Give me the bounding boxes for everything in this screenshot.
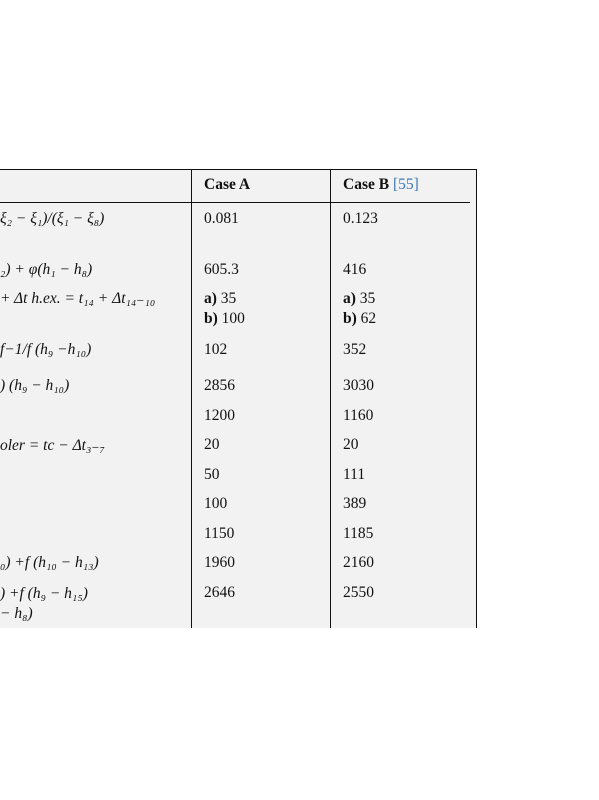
option-value: 35	[359, 290, 376, 307]
option-value: 35	[220, 290, 237, 307]
option-key: b)	[343, 310, 357, 327]
option-value: 100	[221, 310, 245, 327]
case-b-options	[343, 289, 376, 329]
column-header-case-b	[343, 176, 419, 194]
data-table	[0, 169, 477, 628]
option-key: a)	[204, 290, 217, 307]
case-a-value: 605.3	[204, 261, 239, 278]
formula-cell: + Δt h.ex. = t₁₄ + Δt₁₄₋₁₀	[0, 290, 156, 307]
case-a-value: 1150	[204, 525, 235, 542]
case-b-value: 111	[343, 466, 366, 483]
header-rule	[0, 202, 470, 203]
formula-cell	[0, 584, 188, 624]
case-a-value: 102	[204, 341, 228, 358]
formula-cell: f−1/f (h₉ −h₁₀)	[0, 341, 92, 358]
column-divider-b	[330, 170, 331, 628]
case-b-value: 416	[343, 261, 367, 278]
case-b-value: 2550	[343, 584, 374, 601]
formula-cell: ξ₂ − ξ₁)/(ξ₁ − ξ₈)	[0, 210, 105, 227]
formula-cell: ₀) +f (h₁₀ − h₁₃)	[0, 554, 99, 571]
column-divider-a	[191, 170, 192, 628]
case-a-value: 0.081	[204, 210, 239, 227]
case-a-options	[204, 289, 245, 329]
formula-line: ) +f (h₉ − h₁₅)	[0, 585, 88, 602]
column-header-case-a: Case A	[204, 176, 251, 193]
formula-line: − h₈)	[0, 605, 33, 622]
case-a-value: 2856	[204, 377, 235, 394]
case-b-label: Case B	[343, 176, 390, 193]
case-a-value: 50	[204, 466, 220, 483]
case-a-value: 20	[204, 436, 220, 453]
case-a-value: 1960	[204, 554, 235, 571]
case-b-value: 352	[343, 341, 367, 358]
formula-cell: ₂) + φ(h₁ − h₈)	[0, 261, 93, 278]
case-b-value: 20	[343, 436, 359, 453]
case-b-value: 2160	[343, 554, 374, 571]
case-a-value: 2646	[204, 584, 235, 601]
case-b-value: 1185	[343, 525, 374, 542]
case-a-value: 100	[204, 495, 228, 512]
option-value: 62	[360, 310, 377, 327]
case-b-value: 389	[343, 495, 367, 512]
citation-link[interactable]: [55]	[392, 176, 419, 193]
formula-cell: ) (h₉ − h₁₀)	[0, 377, 70, 394]
option-key: a)	[343, 290, 356, 307]
case-b-value: 1160	[343, 407, 374, 424]
option-key: b)	[204, 310, 218, 327]
case-b-value: 0.123	[343, 210, 378, 227]
case-a-value: 1200	[204, 407, 235, 424]
formula-cell: oler = tc − Δt₃₋₇	[0, 437, 105, 454]
case-b-value: 3030	[343, 377, 374, 394]
